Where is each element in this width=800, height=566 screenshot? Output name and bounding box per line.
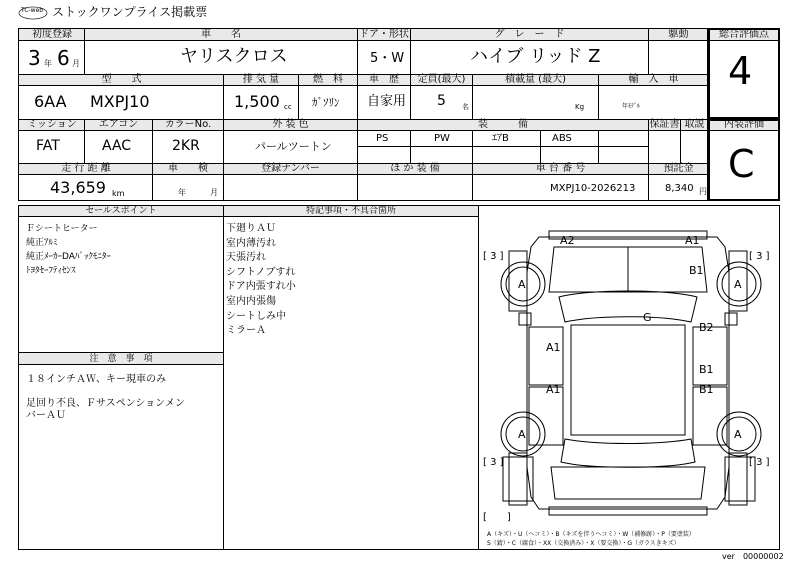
label-grade: グ レ ー ド [494,29,565,40]
mark-b1-right-front: B1 [699,363,714,376]
label-max-load: 積載量 (最大) [505,74,566,85]
left-front-door [529,327,563,385]
label-first-registration: 初度登録 [32,29,72,40]
label-notes: 注 意 事 項 [89,354,153,364]
label-mileage: 走 行 距 離 [61,163,111,174]
label-exterior-color: 外 装 色 [272,119,309,130]
reg-month: 6 [57,46,70,70]
mark-tire-fl: A [518,278,526,291]
label-manual: 取説 [684,119,705,130]
mission: FAT [36,138,60,154]
mileage: 43,659 [50,178,106,197]
label-mission: ミッション [27,119,77,130]
list-item: Ｆシートヒーター [26,224,98,234]
list-item: １８インチＡＷ、キー現車のみ [26,374,166,385]
door-shape: 5・W [370,51,405,66]
roof [571,325,685,435]
usage: 自家用 [367,94,407,109]
spec-table [18,28,708,201]
page-title: ストックワンプライス掲載票 [52,5,208,19]
right-rear-fender [729,453,747,505]
list-item: 純正ﾒｰｶｰDAﾊﾞｯｸﾓﾆﾀｰ [26,252,111,262]
label-reg-number: 登録ナンバー [261,163,320,174]
mark-a1-front: A1 [685,234,700,247]
trunk [551,467,705,499]
load-unit: Kg [575,103,585,111]
list-item: バーＡＵ [26,410,66,421]
overall-score: 4 [728,49,753,93]
reg-year: 3 [28,46,41,70]
mark-tire-rl: A [518,428,526,441]
color-no: 2KR [172,138,200,154]
import-note: 年ﾓﾃﾞﾙ [622,103,641,110]
mark-b2: B2 [699,321,714,334]
mark-tire-fr: A [734,278,742,291]
label-import: 輸 入 車 [628,74,679,85]
equipment-abs: ABS [552,133,572,144]
bracket-rear-left: [ 3 ] [483,457,504,468]
aircon: AAC [102,138,132,154]
list-item: 天張汚れ [226,252,266,264]
exterior-color: パールツートン [255,140,332,153]
price: 8,340 [665,183,694,194]
notes-list [26,374,185,422]
inspection-month: 月 [210,188,218,197]
label-overall-score: 総合評価点 [719,29,769,40]
car-name: ヤリスクロス [180,46,288,67]
car-diagram [479,217,779,533]
equipment-airbag: ｴｱB [492,133,509,144]
label-other-equipment: ほ か 装 備 [390,163,440,174]
remarks-list [226,222,296,339]
inspection-year: 年 [178,188,186,197]
label-model: 型 式 [101,74,142,85]
logo [18,5,48,19]
mark-b1-front-right: B1 [689,264,704,277]
fuel: ｶﾞｿﾘﾝ [312,96,340,109]
right-mirror [725,313,737,325]
windshield [559,291,697,322]
reg-month-unit: 月 [72,59,80,68]
right-front-door [693,327,727,385]
list-item: シートしみ中 [226,310,286,322]
grade: ハイブ リッド Z [470,46,601,67]
label-fuel: 燃 料 [313,74,343,85]
left-mirror [519,313,531,325]
mark-a2: A2 [560,234,575,247]
mark-a1-left-rear: A1 [546,383,561,396]
label-car-name: 車 名 [201,29,241,40]
label-drive: 駆動 [668,29,689,40]
list-item: 下廻りＡＵ [226,223,276,234]
price-unit: 円 [699,187,707,196]
mark-b1-right-rear: B1 [699,383,714,396]
label-remarks: 特記事項・不具合箇所 [305,206,396,216]
logo-text: TC-web [21,7,44,14]
label-displacement: 排 気 量 [242,74,280,85]
label-sales-points: セールスポイント [85,206,157,216]
displacement: 1,500 [234,92,280,111]
label-equipment: 装 備 [478,119,528,130]
reg-year-unit: 年 [44,59,52,68]
rear-window [561,439,695,467]
label-color-no: カラーNo. [164,119,212,130]
legend-line-2: S（錆）・C（腐食）・XX（交換済み）・X（要交換）・G（ガラスきキズ） [487,540,680,547]
version: ver 00000002 [722,552,784,561]
sales-points-list [26,222,111,278]
interior-score: C [728,142,755,186]
list-item: ミラーＡ [226,325,266,337]
displacement-unit: cc [284,103,292,111]
label-chassis: 車 台 番 号 [535,163,586,174]
mark-a1-left-front: A1 [546,341,561,354]
list-item: 足回り不良、Ｆサスペンションメン [26,398,185,409]
list-item: シフトノブすれ [226,266,296,278]
mileage-unit: km [112,189,125,198]
list-item: ドア内張すれ小 [226,281,296,293]
equipment-pw: PW [434,133,450,144]
model-prefix: 6AA [34,92,67,111]
mark-g: G [643,311,652,324]
list-item: ﾄﾖﾀｾｰﾌﾃｨｾﾝｽ [26,266,76,276]
list-item: 室内内張傷 [226,295,276,307]
rear-bumper [549,507,707,515]
capacity: 5 [437,93,446,109]
bracket-front-right: [ 3 ] [749,251,770,262]
list-item: 室内薄汚れ [226,237,276,249]
label-inspection: 車 検 [168,163,208,174]
label-door: ドア・形状 [359,29,409,40]
bracket-rear-right: [ 3 ] [749,457,770,468]
legend-line-1: A（キズ）・U（ヘコミ）・B（キズを伴うヘコミ）・W（補修跡）・P（要塗装） [487,531,695,538]
list-item: 純正ｱﾙﾐ [26,238,58,248]
label-price: 預託金 [663,163,694,174]
capacity-unit: 名 [462,103,469,111]
label-interior-score: 内装評価 [724,119,764,130]
list-item [26,386,185,398]
label-capacity: 定員(最大) [417,74,466,85]
mark-tire-rr: A [734,428,742,441]
label-warranty: 保証書 [649,119,680,130]
model: MXPJ10 [90,92,150,111]
bracket-spare: [ ] [483,512,511,523]
equipment-ps: PS [376,133,389,144]
label-aircon: エアコン [98,119,139,130]
bracket-front-left: [ 3 ] [483,251,504,262]
chassis-number: MXPJ10-2026213 [550,183,636,194]
label-usage: 車 歴 [369,74,399,85]
left-rear-fender [509,453,527,505]
